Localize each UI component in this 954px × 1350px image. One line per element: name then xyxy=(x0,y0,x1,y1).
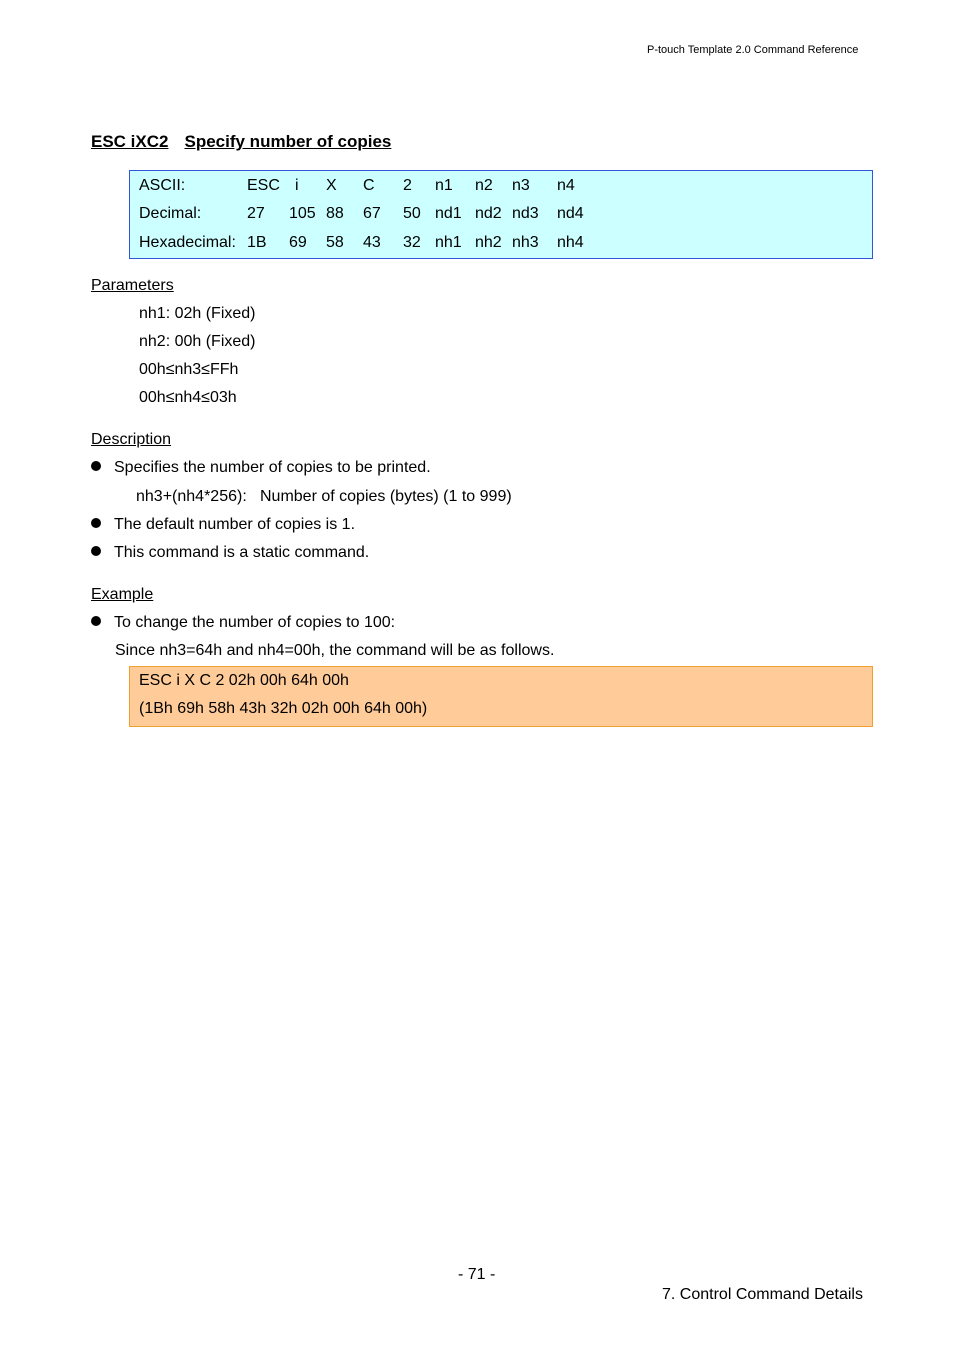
formula-label: nh3+(nh4*256): xyxy=(136,488,247,505)
bullet-icon xyxy=(91,616,101,626)
row-label: Hexadecimal: xyxy=(139,234,236,251)
command-row-ascii xyxy=(130,177,872,205)
table-cell: i xyxy=(295,177,299,194)
example-code-line: (1Bh 69h 58h 43h 32h 02h 00h 64h 00h) xyxy=(139,700,428,717)
command-name: ESC iXC2 xyxy=(91,132,169,151)
table-cell: 1B xyxy=(247,234,267,251)
formula-value: Number of copies (bytes) (1 to 999) xyxy=(260,488,512,505)
table-cell: 2 xyxy=(403,177,412,194)
command-row-decimal xyxy=(130,205,872,233)
parameters-heading: Parameters xyxy=(91,277,174,294)
bullet-text: The default number of copies is 1. xyxy=(114,516,356,533)
table-cell: 69 xyxy=(289,234,307,251)
description-bullet xyxy=(91,544,369,562)
table-cell: X xyxy=(326,177,337,194)
parameter-item: 00h≤nh3≤FFh xyxy=(139,361,239,378)
table-cell: n3 xyxy=(512,177,530,194)
table-cell: 67 xyxy=(363,205,381,222)
table-cell: 58 xyxy=(326,234,344,251)
table-cell: 50 xyxy=(403,205,421,222)
command-row-hexadecimal xyxy=(130,234,872,262)
description-heading: Description xyxy=(91,431,172,448)
section-title xyxy=(91,132,391,152)
table-cell: nd4 xyxy=(557,205,584,222)
bullet-icon xyxy=(91,461,101,471)
bullet-icon xyxy=(91,518,101,528)
example-note: Since nh3=64h and nh4=00h, the command will be as follows. xyxy=(115,642,555,659)
table-cell: nh4 xyxy=(557,234,584,251)
table-cell: 105 xyxy=(289,205,316,222)
table-cell: n1 xyxy=(435,177,453,194)
table-cell: nh3 xyxy=(512,234,539,251)
table-cell: 43 xyxy=(363,234,381,251)
table-cell: C xyxy=(363,177,375,194)
chapter-footer: 7. Control Command Details xyxy=(662,1286,863,1303)
table-cell: 88 xyxy=(326,205,344,222)
bullet-text: This command is a static command. xyxy=(114,544,370,561)
row-label: ASCII: xyxy=(139,177,186,194)
example-code-box xyxy=(129,666,873,727)
table-cell: 32 xyxy=(403,234,421,251)
table-cell: n2 xyxy=(475,177,493,194)
table-cell: ESC xyxy=(247,177,280,194)
table-cell: nh2 xyxy=(475,234,502,251)
parameter-item: 00h≤nh4≤03h xyxy=(139,389,237,406)
table-cell: nd1 xyxy=(435,205,462,222)
command-table xyxy=(129,170,873,259)
parameter-item: nh2: 00h (Fixed) xyxy=(139,333,256,350)
example-code-line: ESC i X C 2 02h 00h 64h 00h xyxy=(139,672,349,689)
example-heading: Example xyxy=(91,586,154,603)
table-cell: n4 xyxy=(557,177,575,194)
table-cell: nd3 xyxy=(512,205,539,222)
row-label: Decimal: xyxy=(139,205,202,222)
parameter-item: nh1: 02h (Fixed) xyxy=(139,305,256,322)
bullet-icon xyxy=(91,546,101,556)
description-bullet xyxy=(91,516,355,534)
page-number: - 71 - xyxy=(458,1266,496,1283)
header-reference: P-touch Template 2.0 Command Reference xyxy=(647,44,859,56)
example-bullet xyxy=(91,614,395,632)
bullet-text: To change the number of copies to 100: xyxy=(114,614,396,631)
table-cell: nd2 xyxy=(475,205,502,222)
description-bullet xyxy=(91,459,431,477)
command-title: Specify number of copies xyxy=(184,132,392,151)
table-cell: nh1 xyxy=(435,234,462,251)
bullet-text: Specifies the number of copies to be printed. xyxy=(114,459,431,476)
table-cell: 27 xyxy=(247,205,265,222)
